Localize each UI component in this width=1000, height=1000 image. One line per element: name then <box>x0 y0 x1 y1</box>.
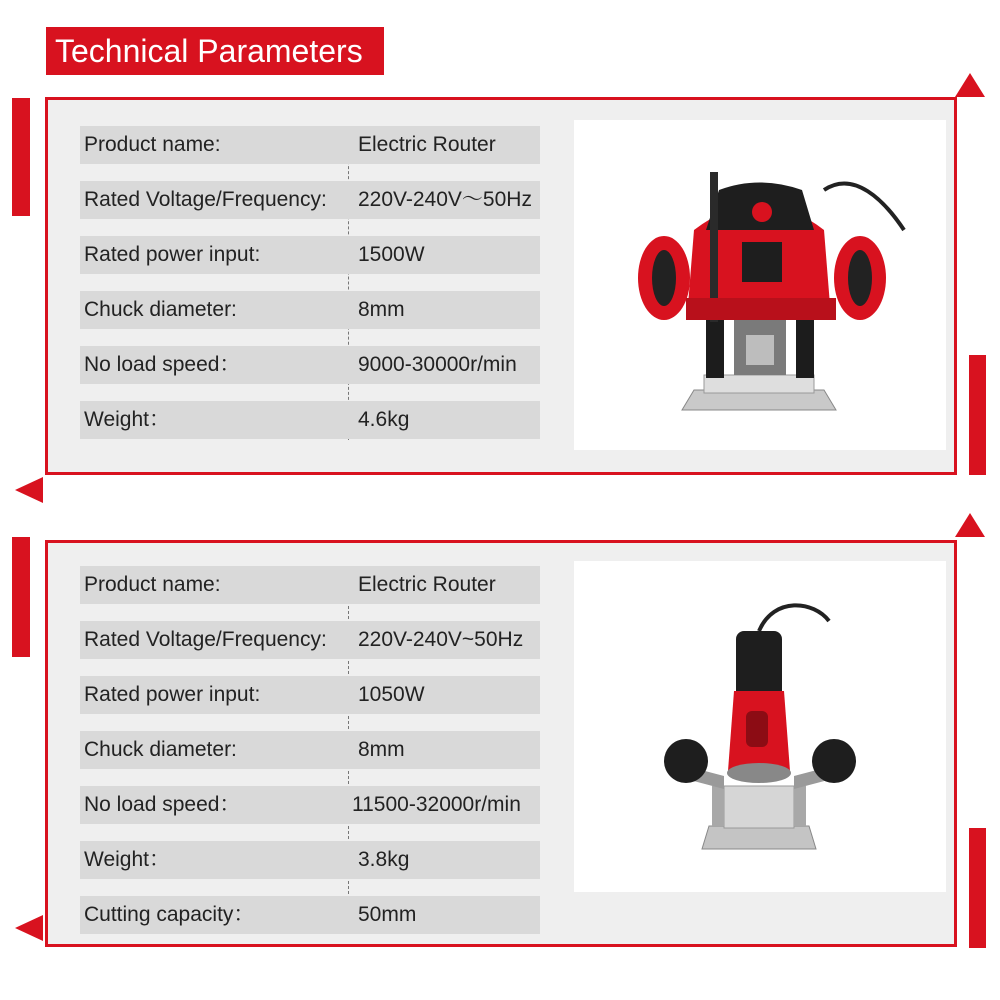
spec-row <box>80 566 540 604</box>
spec-row <box>80 676 540 714</box>
spec-row <box>80 291 540 329</box>
spec-label: Cutting capacity： <box>84 903 255 926</box>
spec-label: Chuck diameter: <box>84 738 237 761</box>
spec-value: 1500W <box>358 243 425 266</box>
spec-value: Electric Router <box>358 133 496 156</box>
triangle-marker-bottom-left-2 <box>15 915 43 941</box>
spec-value: Electric Router <box>358 573 496 596</box>
spec-label: Rated power input: <box>84 683 261 706</box>
spec-label: Rated Voltage/Frequency: <box>84 188 327 211</box>
triangle-marker-top-right-1 <box>955 73 985 97</box>
spec-label: Weight： <box>84 848 170 871</box>
accent-bar-right-1 <box>969 355 986 475</box>
spec-value: 1050W <box>358 683 425 706</box>
spec-value: 8mm <box>358 738 405 761</box>
spec-row <box>80 731 540 769</box>
spec-value: 8mm <box>358 298 405 321</box>
spec-value: 50mm <box>358 903 417 926</box>
page-title: Technical Parameters <box>46 27 384 75</box>
spec-label: Rated power input: <box>84 243 261 266</box>
spec-row <box>80 236 540 274</box>
electric-router-trim-icon <box>574 561 946 892</box>
accent-bar-left-2 <box>12 537 30 657</box>
spec-row <box>80 401 540 439</box>
spec-label: Weight： <box>84 408 170 431</box>
spec-value: 220V-240V〜50Hz <box>358 188 532 211</box>
spec-row <box>80 896 540 934</box>
spec-value: 9000-30000r/min <box>358 353 517 376</box>
electric-router-large-icon <box>574 120 946 450</box>
spec-row <box>80 621 540 659</box>
triangle-marker-bottom-left-1 <box>15 477 43 503</box>
spec-label: No load speed： <box>84 353 241 376</box>
spec-value: 4.6kg <box>358 408 410 431</box>
spec-row <box>80 346 540 384</box>
spec-label: Product name: <box>84 573 221 596</box>
spec-label: Product name: <box>84 133 221 156</box>
spec-row <box>80 126 540 164</box>
spec-value: 11500-32000r/min <box>352 793 521 816</box>
triangle-marker-top-right-2 <box>955 513 985 537</box>
product-photo-2 <box>574 561 946 892</box>
spec-row <box>80 786 540 824</box>
spec-row <box>80 841 540 879</box>
spec-value: 3.8kg <box>358 848 410 871</box>
spec-value: 220V-240V~50Hz <box>358 628 524 651</box>
spec-row <box>80 181 540 219</box>
accent-bar-right-2 <box>969 828 986 948</box>
spec-label: No load speed： <box>84 793 241 816</box>
spec-label: Rated Voltage/Frequency: <box>84 628 327 651</box>
accent-bar-left-1 <box>12 98 30 216</box>
column-divider-1 <box>348 126 349 440</box>
spec-label: Chuck diameter: <box>84 298 237 321</box>
product-photo-1 <box>574 120 946 450</box>
